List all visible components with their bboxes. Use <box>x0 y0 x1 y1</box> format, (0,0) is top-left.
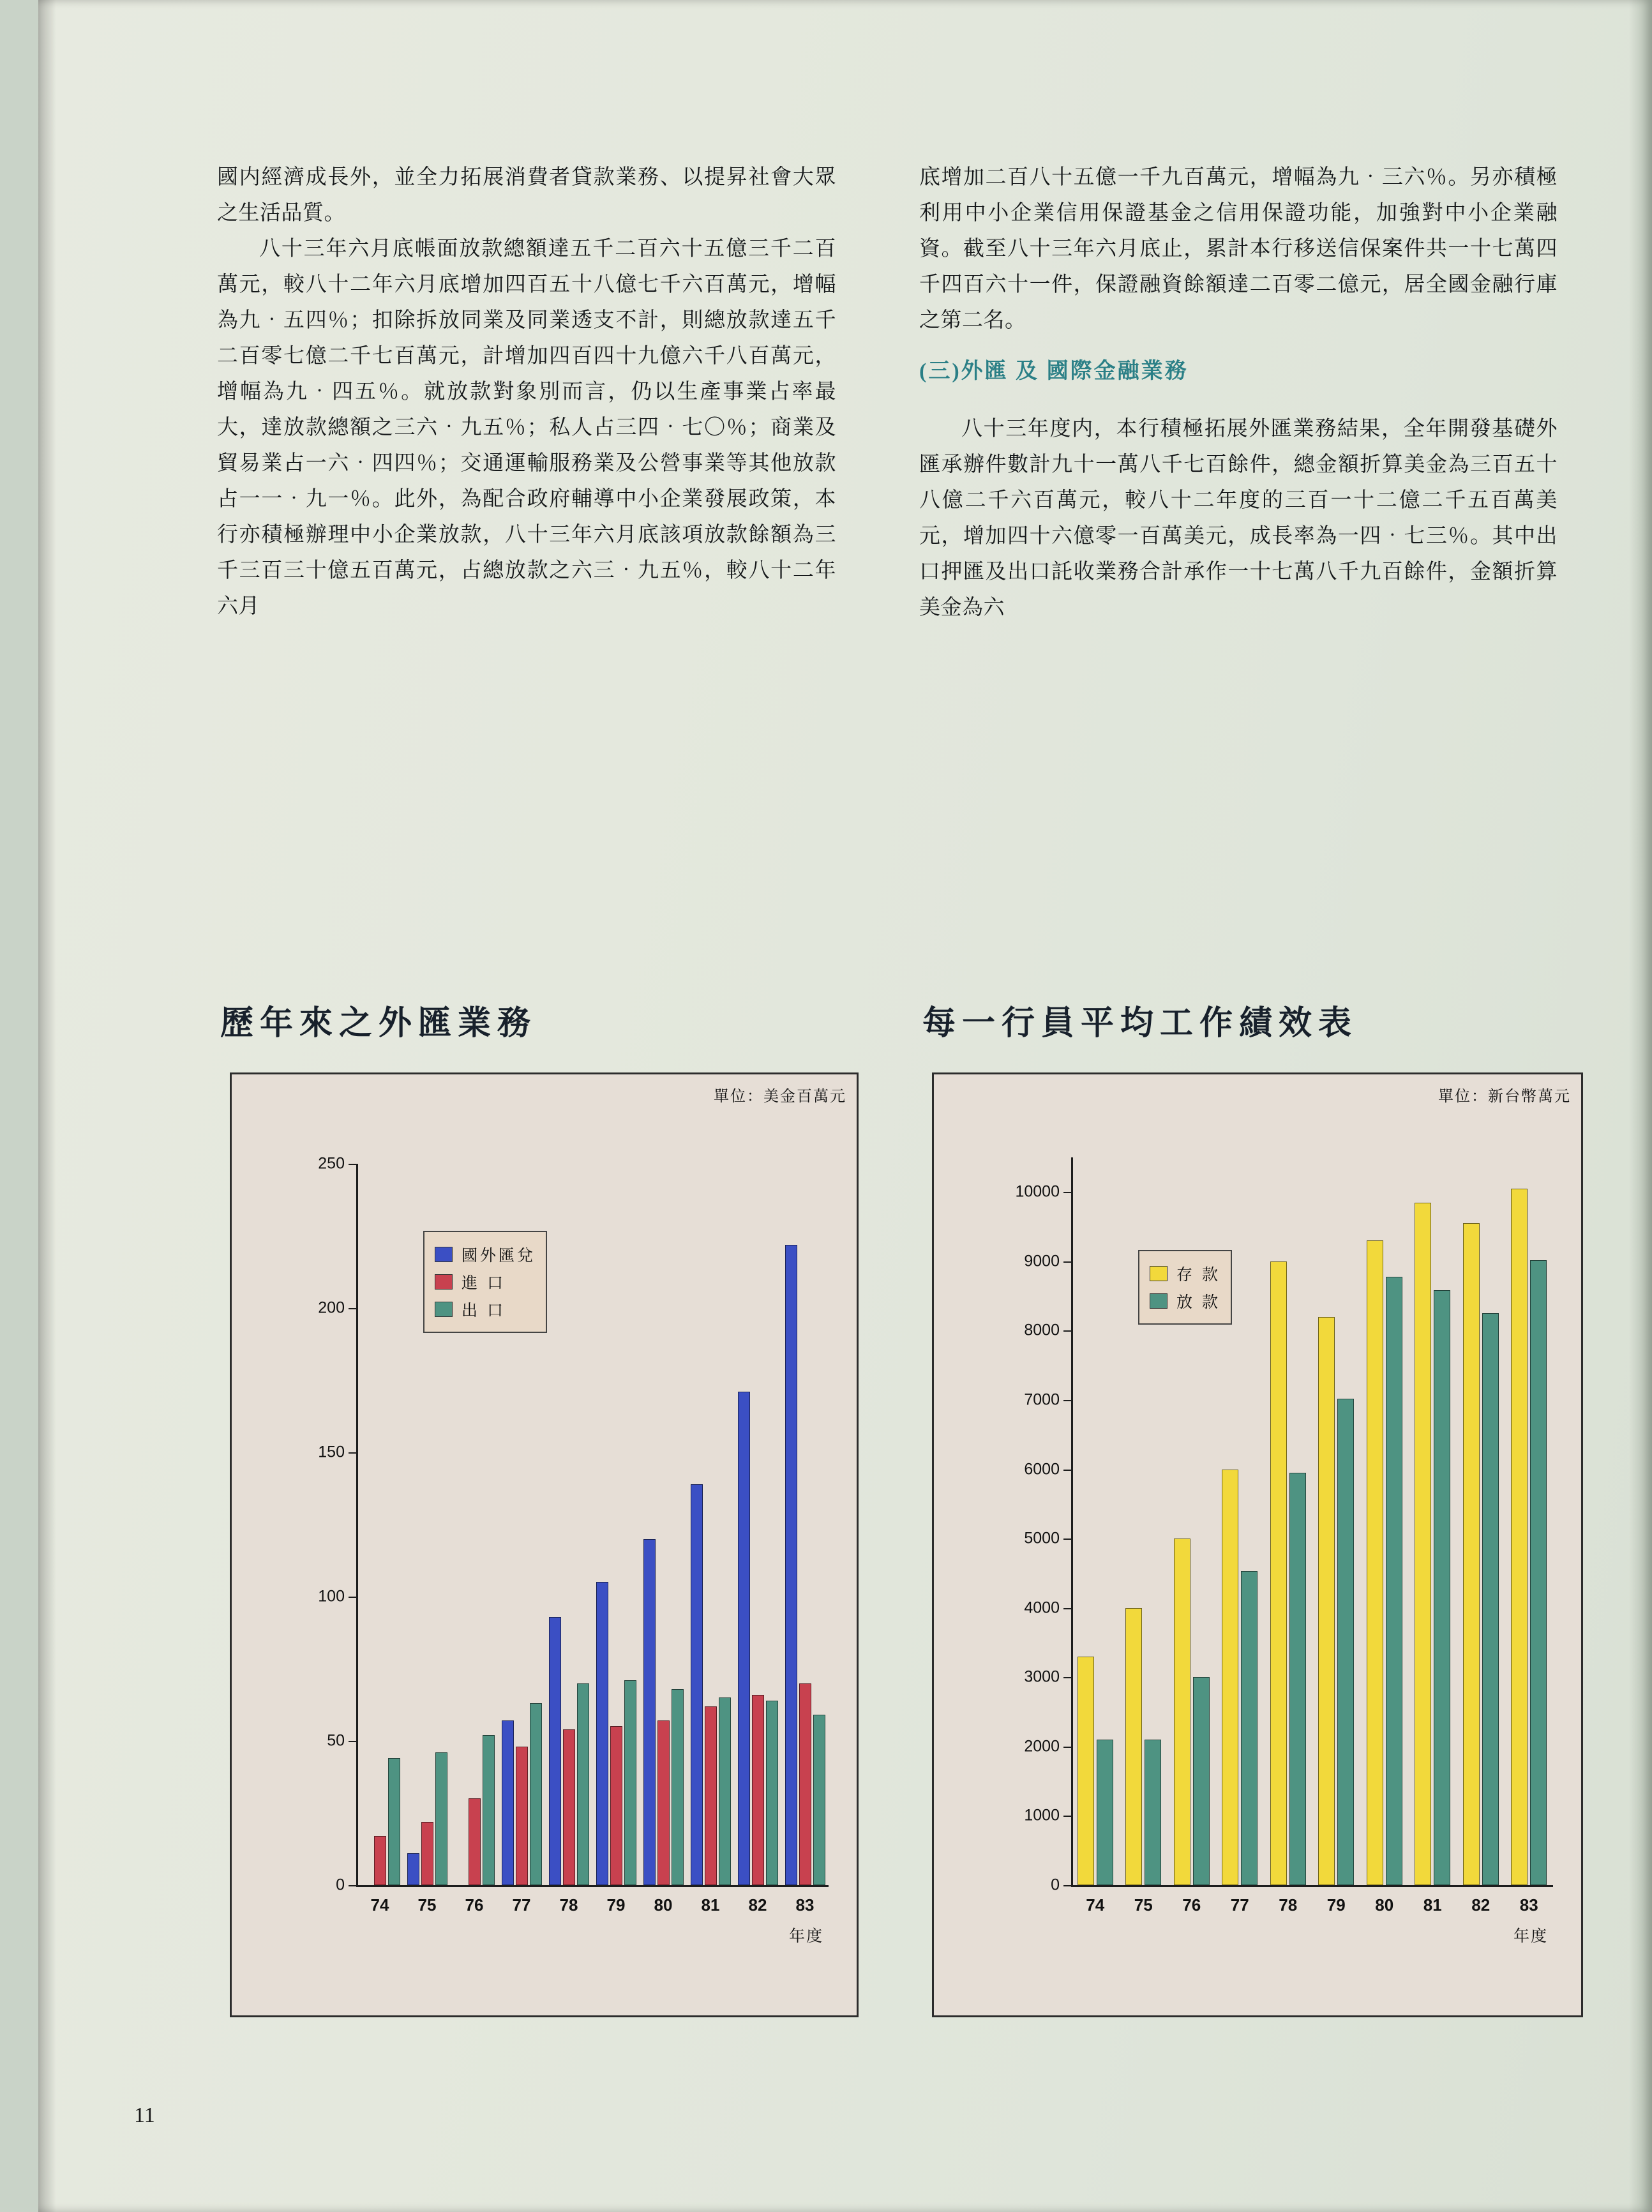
x-axis-title: 年度 <box>1513 1927 1549 1945</box>
x-tick-label: 75 <box>417 1895 437 1915</box>
x-tick-label: 81 <box>1423 1895 1442 1915</box>
y-tick-label: 150 <box>318 1443 345 1461</box>
y-tick-label: 200 <box>318 1298 345 1317</box>
legend-item <box>435 1298 536 1321</box>
chart-unit-label: 單位：新台幣萬元 <box>1438 1088 1571 1105</box>
x-tick-label: 82 <box>1471 1895 1491 1915</box>
bar <box>1318 1317 1335 1885</box>
y-tick <box>349 1597 356 1598</box>
bar <box>1241 1571 1258 1885</box>
legend-item <box>1150 1262 1220 1285</box>
bar <box>596 1582 608 1885</box>
paragraph: 底增加二百八十五億一千九百萬元，增幅為九‧三六％。另亦積極利用中小企業信用保證基金之信用保證功能，加強對中小企業融資。截至八十三年六月底止，累計本行移送信保案件共一十七萬四千四百六十一件，保證融資餘額達二百零二億元，居全國金融行庫之第二名。 <box>919 166 1558 332</box>
bar <box>657 1720 670 1885</box>
x-tick-label: 76 <box>465 1895 484 1915</box>
y-tick <box>1063 1400 1071 1401</box>
y-tick-label: 1000 <box>1024 1806 1060 1825</box>
legend-swatch <box>435 1302 453 1317</box>
legend-label: 存 款 <box>1176 1266 1220 1284</box>
y-tick-label: 9000 <box>1024 1252 1060 1270</box>
page-edge-shadow <box>1629 0 1652 2212</box>
bar <box>1125 1608 1142 1885</box>
bar <box>691 1484 703 1885</box>
bar <box>738 1392 750 1885</box>
y-tick <box>1063 1330 1071 1332</box>
x-tick-label: 82 <box>748 1895 767 1915</box>
bar <box>1097 1740 1113 1885</box>
x-tick-label: 74 <box>370 1895 389 1915</box>
chart-foreign-exchange <box>230 1072 859 2017</box>
bar <box>421 1822 433 1885</box>
bar <box>516 1747 528 1885</box>
x-tick-label: 77 <box>512 1895 531 1915</box>
section-heading-label: 外匯 及 國際金融業務 <box>961 359 1189 383</box>
x-axis-title: 年度 <box>789 1927 824 1945</box>
chart-legend <box>1138 1250 1232 1325</box>
bar <box>1193 1677 1210 1885</box>
x-axis <box>356 1885 829 1887</box>
y-tick-label: 0 <box>336 1876 345 1894</box>
bar <box>549 1617 561 1885</box>
x-tick-label: 81 <box>701 1895 720 1915</box>
legend-swatch <box>1150 1266 1168 1281</box>
y-axis <box>356 1164 358 1885</box>
x-tick-label: 78 <box>1279 1895 1298 1915</box>
bar <box>407 1853 419 1885</box>
bar <box>813 1715 825 1885</box>
bar <box>1415 1203 1431 1885</box>
chart-title-foreign-exchange: 歷年來之外匯業務 <box>220 1005 537 1042</box>
bar <box>435 1752 447 1885</box>
bar <box>643 1539 656 1885</box>
y-axis <box>1071 1157 1073 1885</box>
y-tick-label: 5000 <box>1024 1529 1060 1547</box>
x-tick-label: 80 <box>1375 1895 1394 1915</box>
chart-unit-label: 單位：美金百萬元 <box>714 1088 846 1105</box>
x-tick-label: 79 <box>1326 1895 1346 1915</box>
page-sheet <box>38 0 1652 2212</box>
bar <box>799 1683 811 1885</box>
y-tick <box>1063 1747 1071 1748</box>
bar <box>1511 1189 1528 1885</box>
y-tick <box>349 1164 356 1165</box>
bar <box>374 1836 386 1885</box>
legend-item <box>1150 1290 1220 1313</box>
bar <box>563 1729 575 1885</box>
paragraph: 八十三年六月底帳面放款總額達五千二百六十五億三千二百萬元，較八十二年六月底增加四百五十八億七千六百萬元，增幅為九‧五四％；扣除拆放同業及同業透支不計，則總放款達五千二百零七億二千七百萬元，計增加四百四十九億六千八百萬元，增幅為九‧四五％。就放款對象別而言，仍以生產事業占率最大，達放款總額之三六‧九五％；私人占三四‧七〇％；商業及貿易業占一六‧四四％；交通運輸服務業及公營事業等其他放款占一一‧九一％。此外，為配合政府輔導中小企業發展政策，本行亦積極辦理中小企業放款，八十三年六月底該項放款餘額為三千三百三十億五百萬元，占總放款之六三‧九五％，較八十二年六月 <box>217 237 836 618</box>
bar <box>719 1697 731 1885</box>
x-tick-label: 79 <box>606 1895 626 1915</box>
section-heading <box>919 354 1558 389</box>
chart-title-employee-performance: 每一行員平均工作績效表 <box>922 1005 1358 1042</box>
x-tick-label: 77 <box>1230 1895 1249 1915</box>
bar <box>1482 1313 1499 1885</box>
y-tick <box>1063 1608 1071 1609</box>
legend-item <box>435 1243 536 1266</box>
bar <box>1270 1261 1287 1885</box>
y-tick-label: 3000 <box>1024 1667 1060 1686</box>
y-tick-label: 250 <box>318 1154 345 1173</box>
y-tick-label: 6000 <box>1024 1460 1060 1478</box>
x-tick-label: 76 <box>1182 1895 1201 1915</box>
bar <box>1145 1740 1161 1885</box>
paragraph: 八十三年度内，本行積極拓展外匯業務結果，全年開發基礎外匯承辦件數計九十一萬八千七百餘件，總金額折算美金為三百五十八億二千六百萬元，較八十二年度的三百一十二億二千五百萬美元，增加四十六億零一百萬美元，成長率為一四‧七三％。其中出口押匯及出口託收業務合計承作一十七萬八千九百餘件，金額折算美金為六 <box>919 418 1558 619</box>
bar <box>1222 1470 1238 1885</box>
x-tick-label: 83 <box>1519 1895 1538 1915</box>
bar <box>577 1683 589 1885</box>
y-tick-label: 8000 <box>1024 1321 1060 1339</box>
bar <box>388 1758 400 1885</box>
legend-item <box>435 1270 536 1293</box>
chart-employee-performance <box>932 1072 1583 2017</box>
right-text-column <box>919 160 1558 626</box>
y-tick <box>349 1885 356 1886</box>
bar <box>752 1695 764 1885</box>
y-tick <box>1063 1470 1071 1471</box>
legend-swatch <box>1150 1293 1168 1309</box>
bar <box>766 1701 778 1885</box>
bar <box>1386 1277 1402 1885</box>
y-tick <box>1063 1192 1071 1193</box>
bar <box>1078 1657 1094 1885</box>
bar <box>672 1689 684 1885</box>
x-tick-label: 75 <box>1134 1895 1153 1915</box>
y-tick <box>1063 1677 1071 1678</box>
bar <box>1434 1290 1450 1885</box>
bar <box>1174 1539 1190 1885</box>
y-tick <box>349 1452 356 1454</box>
y-tick <box>1063 1539 1071 1540</box>
legend-swatch <box>435 1247 453 1262</box>
bar <box>624 1680 636 1885</box>
bar <box>469 1798 481 1885</box>
section-number: (三) <box>919 359 961 383</box>
bar <box>483 1735 495 1885</box>
y-tick-label: 7000 <box>1024 1390 1060 1409</box>
chart-legend <box>423 1231 547 1333</box>
y-tick-label: 50 <box>327 1731 345 1750</box>
y-tick <box>1063 1885 1071 1886</box>
bar <box>1289 1473 1306 1885</box>
legend-label: 放 款 <box>1176 1293 1220 1311</box>
y-tick-label: 100 <box>318 1587 345 1606</box>
x-axis <box>1071 1885 1553 1887</box>
x-tick-label: 78 <box>559 1895 578 1915</box>
paragraph: 國内經濟成長外，並全力拓展消費者貸款業務、以提昇社會大眾之生活品質。 <box>217 166 836 225</box>
bar <box>502 1720 514 1885</box>
legend-swatch <box>435 1274 453 1290</box>
bar <box>1337 1399 1354 1885</box>
bar <box>1463 1223 1480 1885</box>
y-tick-label: 4000 <box>1024 1599 1060 1617</box>
legend-label: 進 口 <box>462 1274 506 1292</box>
x-tick-label: 83 <box>795 1895 815 1915</box>
y-tick-label: 0 <box>1051 1876 1060 1894</box>
bar <box>530 1703 542 1885</box>
left-text-column <box>217 160 836 624</box>
page-number: 11 <box>134 2103 155 2127</box>
bar <box>1367 1240 1383 1885</box>
y-tick-label: 10000 <box>1015 1182 1060 1201</box>
bar <box>705 1706 717 1885</box>
x-tick-label: 74 <box>1086 1895 1105 1915</box>
x-tick-label: 80 <box>654 1895 673 1915</box>
y-tick-label: 2000 <box>1024 1737 1060 1756</box>
y-tick <box>1063 1261 1071 1263</box>
y-tick <box>349 1308 356 1309</box>
legend-label: 國外匯兌 <box>462 1247 536 1265</box>
bar <box>1530 1260 1547 1885</box>
y-tick <box>349 1741 356 1742</box>
bar <box>785 1245 797 1885</box>
legend-label: 出 口 <box>462 1302 506 1320</box>
bar <box>610 1726 622 1885</box>
y-tick <box>1063 1816 1071 1817</box>
